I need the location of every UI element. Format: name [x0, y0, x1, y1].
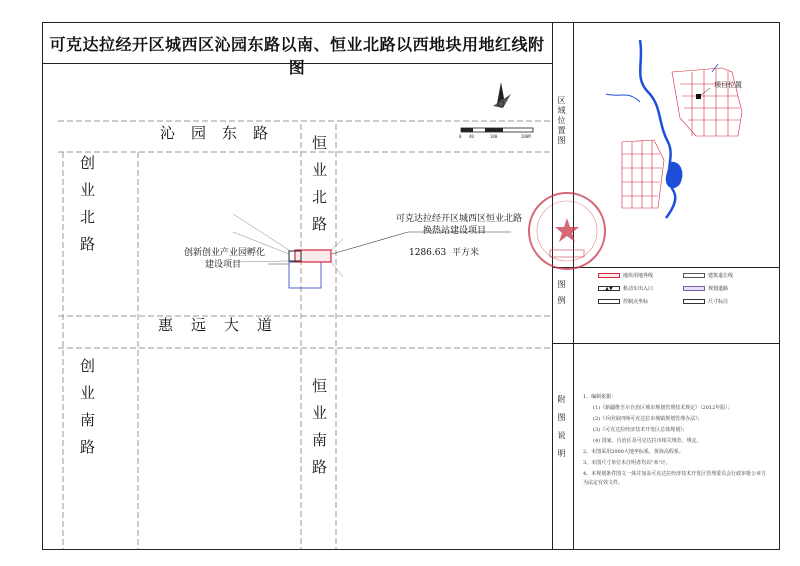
legend-title: 图例 [557, 280, 566, 312]
legend-item-planned-road [683, 285, 728, 292]
legend-label: 地块用地界线 [623, 273, 654, 279]
incubator-label-1: 创新创业产业园孵化 [184, 248, 266, 258]
location-map [592, 32, 772, 232]
hengye-project-label-2: 换热站建设项目 [423, 226, 487, 236]
hengye-project-label-1: 可克达拉经开区城西区恒业北路 [396, 214, 523, 224]
note-line: 2、本图采用2000大地坐标系，黄海高程系。 [583, 449, 684, 455]
legend-swatch [598, 273, 620, 278]
sidebar-label-divider [573, 22, 574, 550]
legend-item-dimension [683, 298, 728, 305]
legend-label: 尺寸标注 [708, 299, 729, 305]
legend-swatch: ▲▼ [598, 286, 620, 291]
road-label-hengye-south: 恒业南路 [310, 378, 328, 486]
planned-area-grid-south [622, 140, 664, 208]
coord-leader [233, 261, 289, 262]
note-line: 4、本规划条件图文一体并加盖可克达拉经济技术开发区管理委员会行政审批公章方为法定有效文件。 [583, 471, 767, 486]
north-arrow-icon [493, 82, 511, 108]
main-divider [552, 22, 553, 550]
note-line: (2)《兵团第四师可克达拉市城镇规划管理办法》； [593, 416, 703, 422]
legend-item-setback [683, 272, 733, 279]
note-line: 1、编制依据： [583, 394, 617, 400]
area-unit: 平方米 [452, 248, 480, 258]
legend-swatch [683, 286, 705, 291]
note-line: (3)《可克达拉经济技术开发区总体规划》； [593, 427, 688, 433]
scale-tick-40: 40 [469, 134, 474, 139]
road-label-qinyuan-east: 沁园东路 [160, 124, 285, 142]
site-map [43, 64, 552, 549]
legend-item-control-point [598, 298, 648, 305]
legend-swatch [598, 299, 620, 304]
legend-swatch [683, 273, 705, 278]
page-title: 可克达拉经开区城西区沁园东路以南、恒业北路以西地块用地红线附图 [49, 35, 545, 77]
legend-label: 建筑退让线 [708, 273, 734, 279]
note-line: 3、本图尺寸单位未注明者均以"米"计。 [583, 460, 671, 466]
scale-tick-0: 0 [459, 134, 462, 139]
heat-station-parcel [295, 250, 331, 262]
coord-leader [331, 262, 343, 277]
legend-swatch [683, 299, 705, 304]
project-location-marker [696, 94, 701, 99]
note-line: (1)《新疆维吾尔自治区城市规划管理技术规定》（2012年版）； [593, 405, 733, 411]
incubator-parcel [289, 262, 321, 288]
river [640, 40, 675, 218]
notes-title: 附图说明 [557, 395, 566, 467]
legend-label: 机动车出入口 [623, 286, 654, 292]
planned-area-grid-north [672, 68, 742, 136]
sidebar-divider-2 [552, 343, 780, 344]
area-value: 1286.63 [409, 248, 447, 258]
coord-leader [233, 214, 289, 250]
legend-label: 控制点坐标 [623, 299, 649, 305]
road-label-chuangye-south: 创业南路 [78, 358, 96, 466]
road-label-chuangye-north: 创业北路 [78, 155, 96, 263]
note-line: (4) 国家、自治区及可克达拉市相关规范、规定。 [593, 438, 702, 444]
legend-item-parcel-boundary [598, 272, 653, 279]
legend-label: 规划道路 [708, 286, 729, 292]
road-label-hengye-north: 恒业北路 [310, 135, 328, 243]
project-location-label: 项目位置 [714, 81, 742, 89]
scale-bar [461, 128, 533, 132]
location-map-title: 区域位置图 [557, 96, 566, 146]
scale-tick-100: 100 [490, 134, 498, 139]
incubator-label-2: 建设项目 [205, 260, 242, 270]
road-label-huiyuan: 惠远大道 [158, 316, 291, 334]
legend-item-vehicle-entry [598, 285, 653, 292]
title-row [42, 22, 552, 77]
leader-line [332, 232, 408, 254]
scale-tick-200: 200M [521, 134, 531, 139]
